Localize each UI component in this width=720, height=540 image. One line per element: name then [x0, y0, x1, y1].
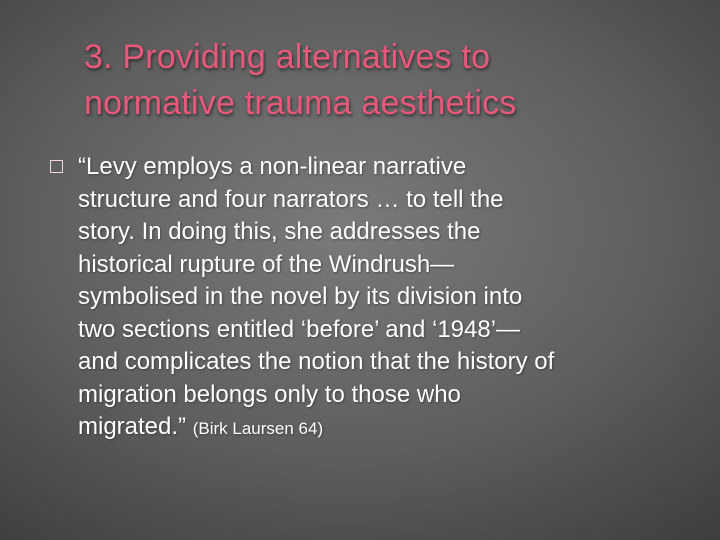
quote-text: [78, 151, 710, 446]
quote-line-8: migration belongs only to those who: [78, 380, 461, 408]
slide-title: [84, 34, 684, 126]
quote-line-3: story. In doing this, she addresses the: [78, 218, 481, 245]
quote-line-6: two sections entitled ‘before’ and ‘1948’—: [78, 315, 521, 343]
quote-line-5: symbolised in the novel by its division into: [78, 283, 523, 310]
quote-line-7: and complicates the notion that the history of: [78, 348, 555, 375]
square-bullet-icon: [50, 160, 63, 173]
slide-title-line-2: normative trauma aesthetics: [84, 84, 517, 122]
citation: (Birk Laursen 64): [192, 419, 324, 438]
quote-line-9: migrated.”: [78, 413, 187, 440]
slide-title-line-1: 3. Providing alternatives to: [84, 38, 491, 76]
quote-line-1: “Levy employs a non-linear narrative: [78, 153, 467, 180]
quote-line-2: structure and four narrators … to tell the: [78, 185, 504, 213]
quote-line-4: historical rupture of the Windrush—: [78, 250, 455, 278]
